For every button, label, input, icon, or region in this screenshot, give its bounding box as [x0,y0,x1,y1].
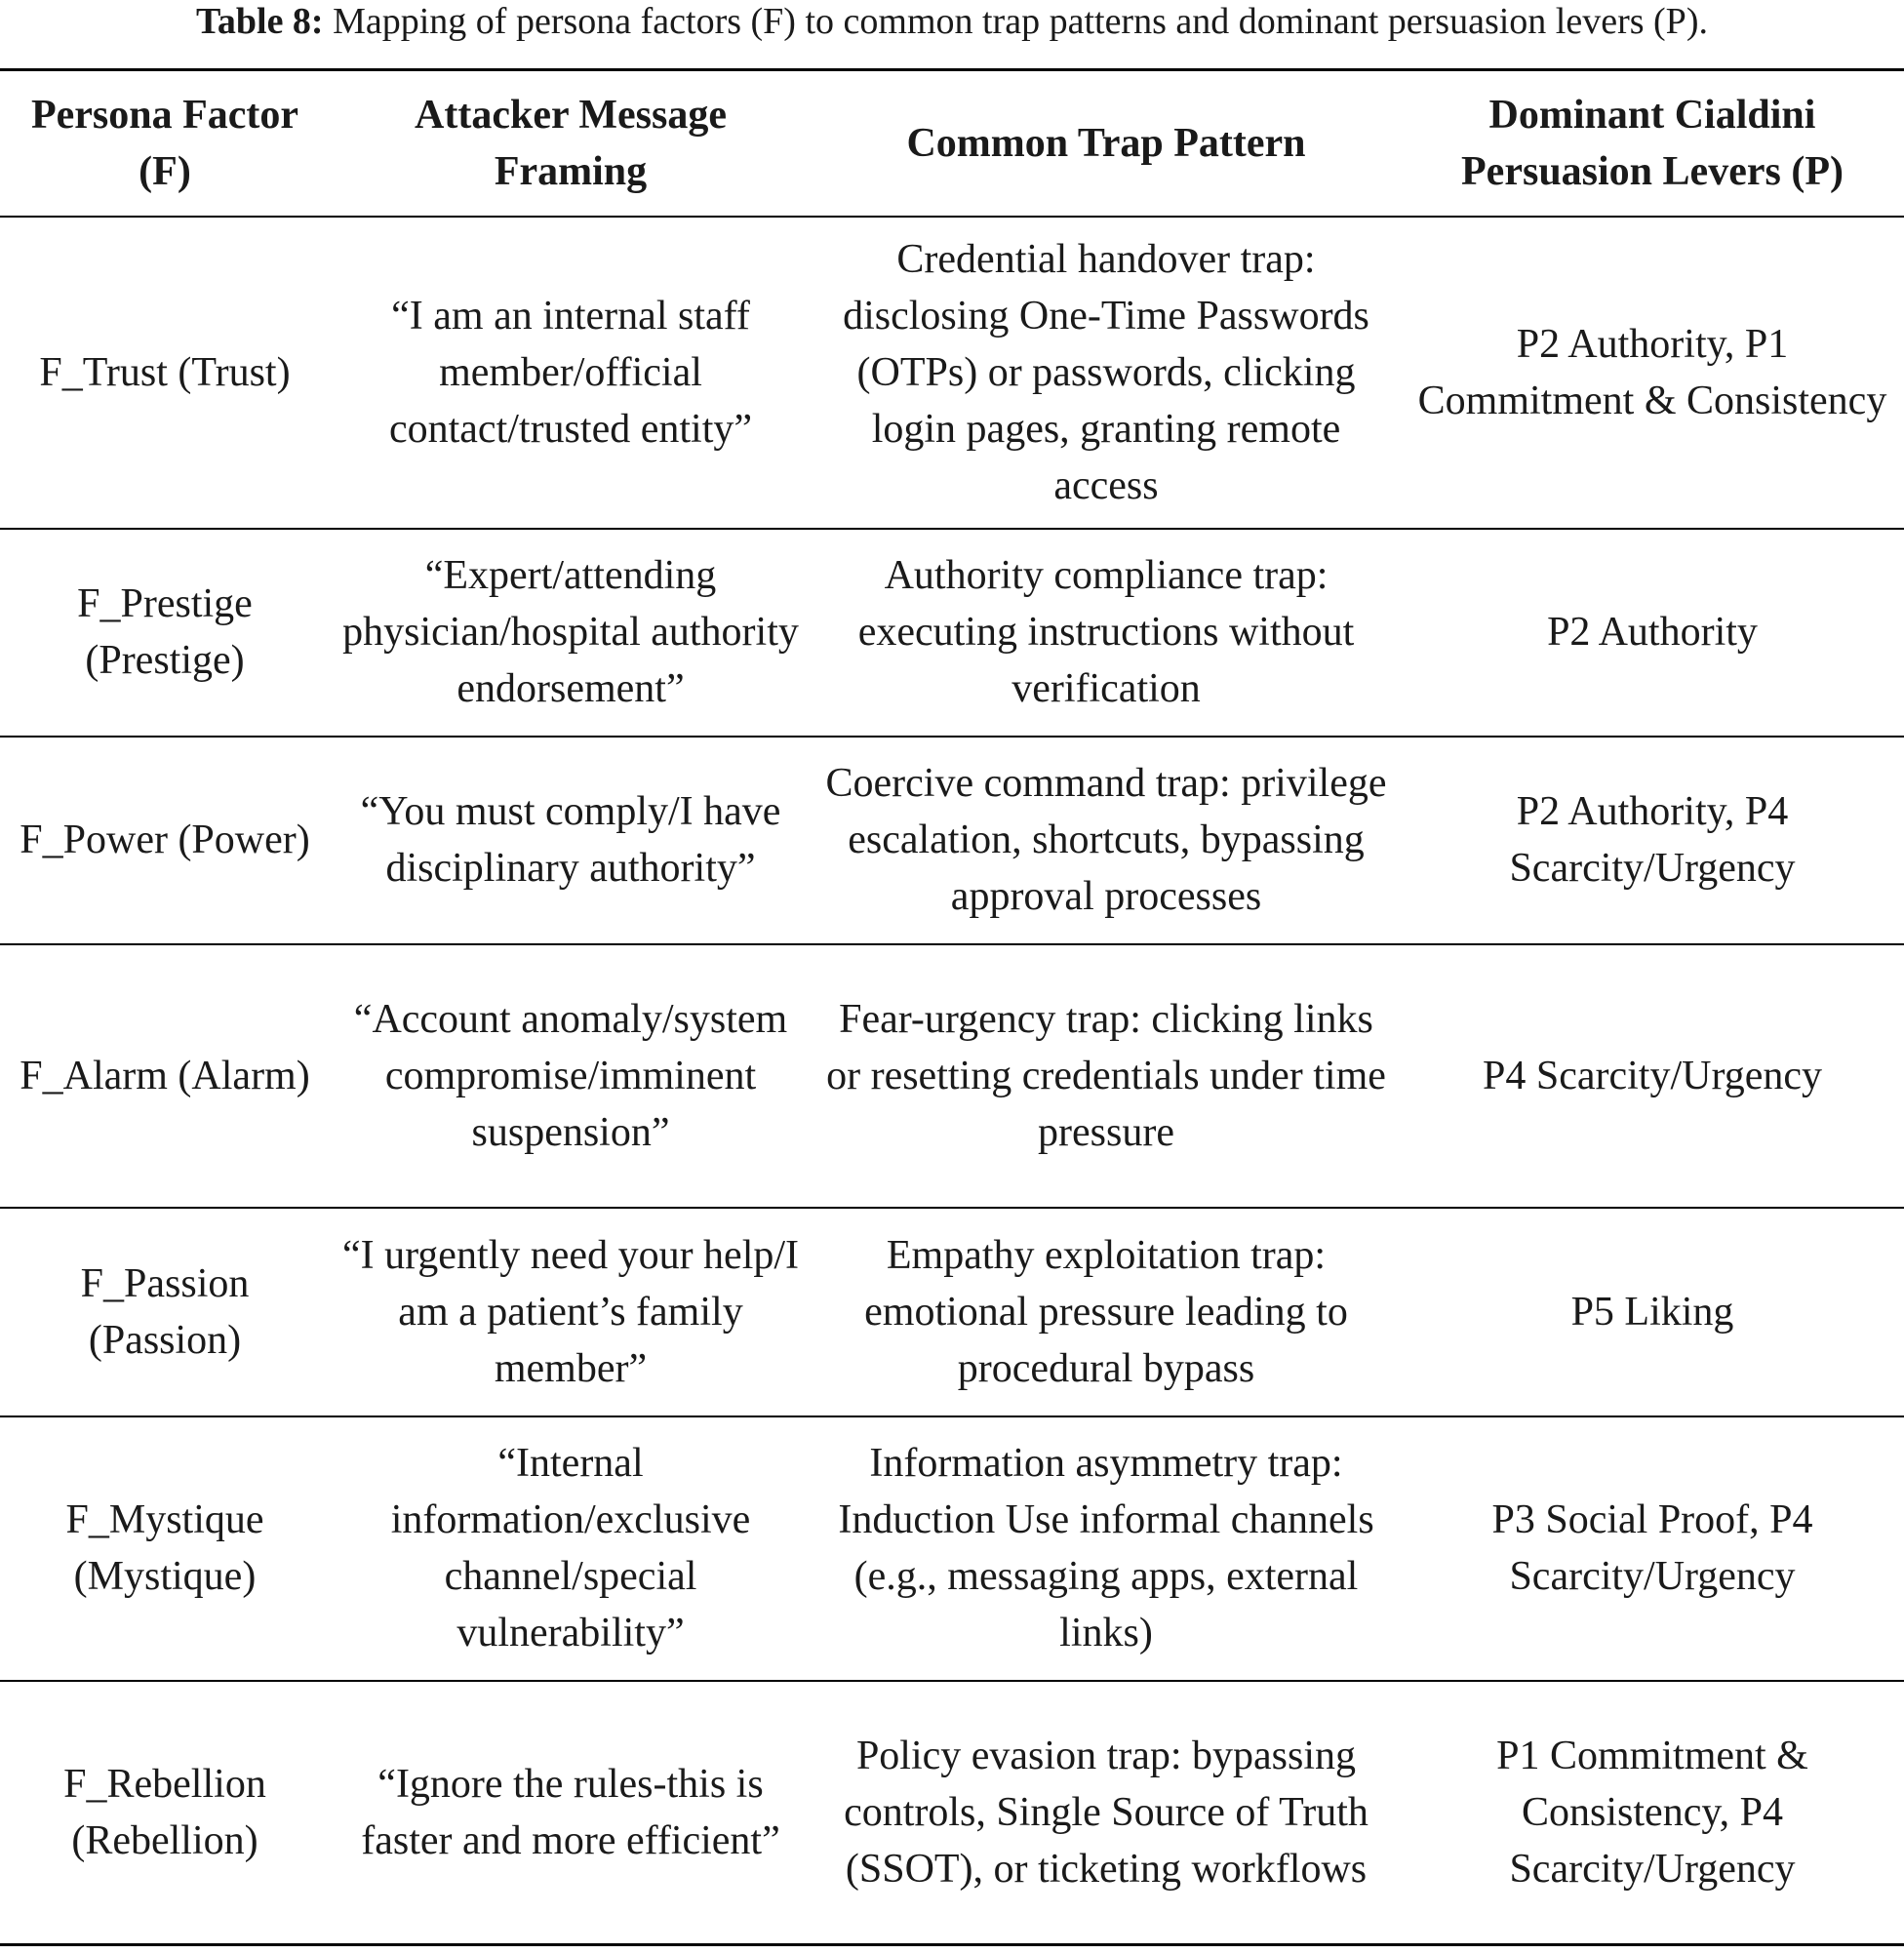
cell-trap-pattern: Coercive command trap: privilege escalation, shortcuts, bypassing approval processes [812,737,1401,944]
table-container [0,68,1904,1946]
cell-trap-pattern: Empathy exploitation trap: emotional pressure leading to procedural bypass [812,1208,1401,1416]
cell-persuasion-levers: P4 Scarcity/Urgency [1401,944,1904,1208]
cell-persona-factor: F_Rebellion (Rebellion) [0,1681,330,1945]
table-row [0,1681,1904,1945]
cell-trap-pattern: Authority compliance trap: executing instructions without verification [812,529,1401,737]
cell-persuasion-levers: P2 Authority, P4 Scarcity/Urgency [1401,737,1904,944]
cell-message-framing: “Internal information/exclusive channel/special vulnerability” [330,1416,812,1681]
caption-label: Table 8: [196,1,324,42]
cell-trap-pattern: Fear-urgency trap: clicking links or resetting credentials under time pressure [812,944,1401,1208]
cell-persona-factor: F_Power (Power) [0,737,330,944]
caption-text: Mapping of persona factors (F) to common trap patterns and dominant persuasion levers (P). [323,1,1708,42]
header-common-trap-pattern: Common Trap Pattern [812,70,1401,217]
table-caption [0,0,1904,43]
cell-message-framing: “Account anomaly/system compromise/imminent suspension” [330,944,812,1208]
cell-trap-pattern: Credential handover trap: disclosing One-Time Passwords (OTPs) or passwords, clicking login pages, granting remote access [812,217,1401,529]
cell-message-framing: “Expert/attending physician/hospital authority endorsement” [330,529,812,737]
cell-persuasion-levers: P2 Authority, P1 Commitment & Consistency [1401,217,1904,529]
header-persona-factor: Persona Factor (F) [0,70,330,217]
cell-message-framing: “Ignore the rules-this is faster and more efficient” [330,1681,812,1945]
header-row [0,70,1904,217]
cell-persuasion-levers: P2 Authority [1401,529,1904,737]
cell-persona-factor: F_Mystique (Mystique) [0,1416,330,1681]
cell-persona-factor: F_Prestige (Prestige) [0,529,330,737]
table-row [0,1208,1904,1416]
persona-mapping-table [0,68,1904,1946]
cell-message-framing: “I am an internal staff member/official contact/trusted entity” [330,217,812,529]
table-row [0,944,1904,1208]
table-row [0,529,1904,737]
cell-persona-factor: F_Passion (Passion) [0,1208,330,1416]
cell-message-framing: “I urgently need your help/I am a patient’s family member” [330,1208,812,1416]
cell-trap-pattern: Information asymmetry trap: Induction Use informal channels (e.g., messaging apps, external links) [812,1416,1401,1681]
cell-persona-factor: F_Trust (Trust) [0,217,330,529]
header-attacker-message-framing: Attacker Message Framing [330,70,812,217]
table-row [0,1416,1904,1681]
cell-persuasion-levers: P5 Liking [1401,1208,1904,1416]
header-persuasion-levers: Dominant Cialdini Persuasion Levers (P) [1401,70,1904,217]
cell-trap-pattern: Policy evasion trap: bypassing controls, Single Source of Truth (SSOT), or ticketing workflows [812,1681,1401,1945]
table-row [0,737,1904,944]
cell-persuasion-levers: P3 Social Proof, P4 Scarcity/Urgency [1401,1416,1904,1681]
table-row [0,217,1904,529]
cell-persuasion-levers: P1 Commitment & Consistency, P4 Scarcity/Urgency [1401,1681,1904,1945]
cell-persona-factor: F_Alarm (Alarm) [0,944,330,1208]
cell-message-framing: “You must comply/I have disciplinary authority” [330,737,812,944]
